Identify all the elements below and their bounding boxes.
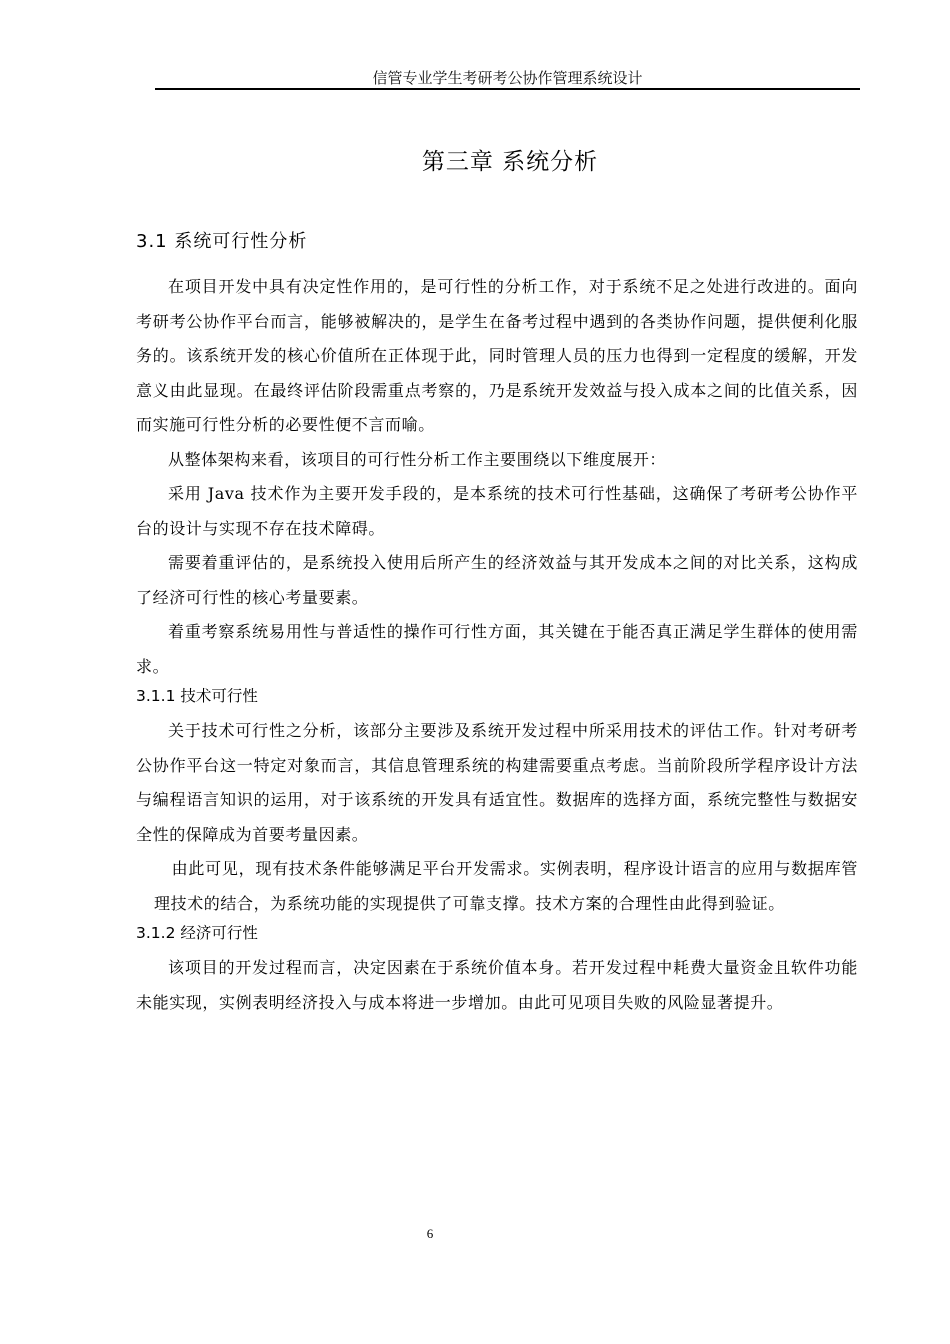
section-heading-3-1: 3.1 系统可行性分析 [136, 231, 308, 252]
paragraph: 在项目开发中具有决定性作用的，是可行性的分析工作，对于系统不足之处进行改进的。面向考研考公协作平台而言，能够被解决的，是学生在备考过程中遇到的各类协作问题，提供便利化服务的。该系统开发的核心价值所在正体现于此，同时管理人员的压力也得到一定程度的缓解，开发意义由此显现。在最终评估阶段需重点考察的，乃是系统开发效益与投入成本之间的比值关系，因而实施可行性分析的必要性便不言而喻。 [136, 277, 858, 434]
paragraph: 关于技术可行性之分析，该部分主要涉及系统开发过程中所采用技术的评估工作。针对考研考公协作平台这一特定对象而言，其信息管理系统的构建需要重点考虑。当前阶段所学程序设计方法与编程语言知识的运用，对于该系统的开发具有适宜性。数据库的选择方面，系统完整性与数据安全性的保障成为首要考量因素。 [136, 721, 858, 844]
page-number: 6 [426, 1226, 434, 1241]
header-rule [155, 88, 860, 90]
page-body [136, 228, 858, 1020]
paragraph: 从整体架构来看，该项目的可行性分析工作主要围绕以下维度展开： [168, 449, 667, 469]
section-heading-3-1-1: 3.1.1 技术可行性 [136, 687, 258, 705]
section-heading-3-1-2: 3.1.2 经济可行性 [136, 924, 258, 942]
running-header-title: 信管专业学生考研考公协作管理系统设计 [372, 69, 643, 87]
paragraph: 该项目的开发过程而言，决定因素在于系统价值本身。若开发过程中耗费大量资金且软件功能未能实现，实例表明经济投入与成本将进一步增加。由此可见项目失败的风险显著提升。 [136, 958, 858, 1012]
chapter-title: 第三章 系统分析 [421, 149, 599, 175]
paragraph: 采用 Java 技术作为主要开发手段的，是本系统的技术可行性基础，这确保了考研考公协作平台的设计与实现不存在技术障碍。 [136, 484, 858, 538]
paragraph: 着重考察系统易用性与普适性的操作可行性方面，其关键在于能否真正满足学生群体的使用需求。 [136, 622, 858, 676]
paragraph: 需要着重评估的，是系统投入使用后所产生的经济效益与其开发成本之间的对比关系，这构成了经济可行性的核心考量要素。 [136, 553, 858, 607]
paragraph: 由此可见，现有技术条件能够满足平台开发需求。实例表明，程序设计语言的应用与数据库管理技术的结合，为系统功能的实现提供了可靠支撑。技术方案的合理性由此得到验证。 [154, 859, 858, 913]
